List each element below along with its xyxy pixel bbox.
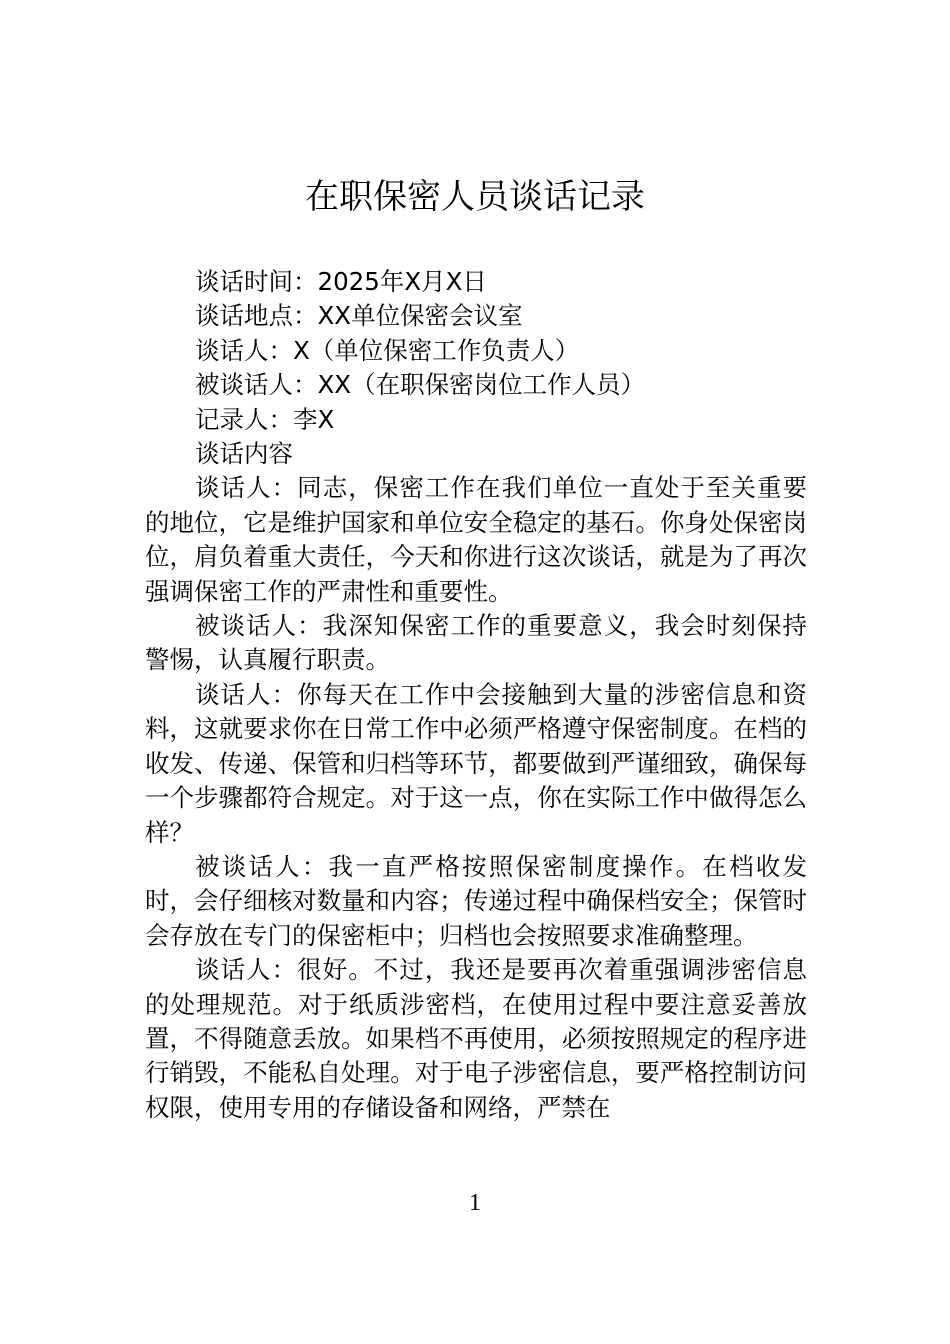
- interviewee: 被谈话人：XX（在职保密岗位工作人员）: [195, 370, 646, 400]
- document-title: 在职保密人员谈话记录: [305, 177, 645, 217]
- dialogue-paragraph: 谈话人：你每天在工作中会接触到大量的涉密信息和资料，这就要求你在日常工作中必须严格遵守保密制度。在档的收发、传递、保管和归档等环节，都要做到严谨细致，确保每一个步骤都符合规定。对于这一点，你在实际工作中做得怎么样？: [145, 679, 807, 847]
- dialogue-paragraph: 被谈话人：我深知保密工作的重要意义，我会时刻保持警惕，认真履行职责。: [145, 611, 807, 675]
- meeting-time: 谈话时间：2025年X月X日: [195, 267, 487, 296]
- interviewer: 谈话人：X（单位保密工作负责人）: [195, 335, 580, 365]
- dialogue-paragraph: 被谈话人：我一直严格按照保密制度操作。在档收发时，会仔细核对数量和内容；传递过程中确保档安全；保管时会存放在专门的保密柜中；归档也会按照要求准确整理。: [145, 851, 807, 950]
- document-body: [145, 265, 807, 1125]
- dialogue-paragraph: 谈话人：很好。不过，我还是要再次着重强调涉密信息的处理规范。对于纸质涉密档，在使用过程中要注意妥善放置，不得随意丢放。如果档不再使用，必须按照规定的程序进行销毁，不能私自处理。对于电子涉密信息，要严格控制访问权限，使用专用的存储设备和网络，严禁在: [145, 955, 807, 1122]
- page-number: 1: [469, 1190, 481, 1216]
- meeting-location: 谈话地点：XX单位保密会议室: [195, 301, 523, 331]
- recorder: 记录人：李X: [195, 404, 335, 434]
- content-heading: 谈话内容: [195, 439, 293, 469]
- dialogue-paragraph: 谈话人：同志，保密工作在我们单位一直处于至关重要的地位，它是维护国家和单位安全稳定的基石。你身处保密岗位，肩负着重大责任，今天和你进行这次谈话，就是为了再次强调保密工作的严肃性和重要性。: [145, 473, 807, 606]
